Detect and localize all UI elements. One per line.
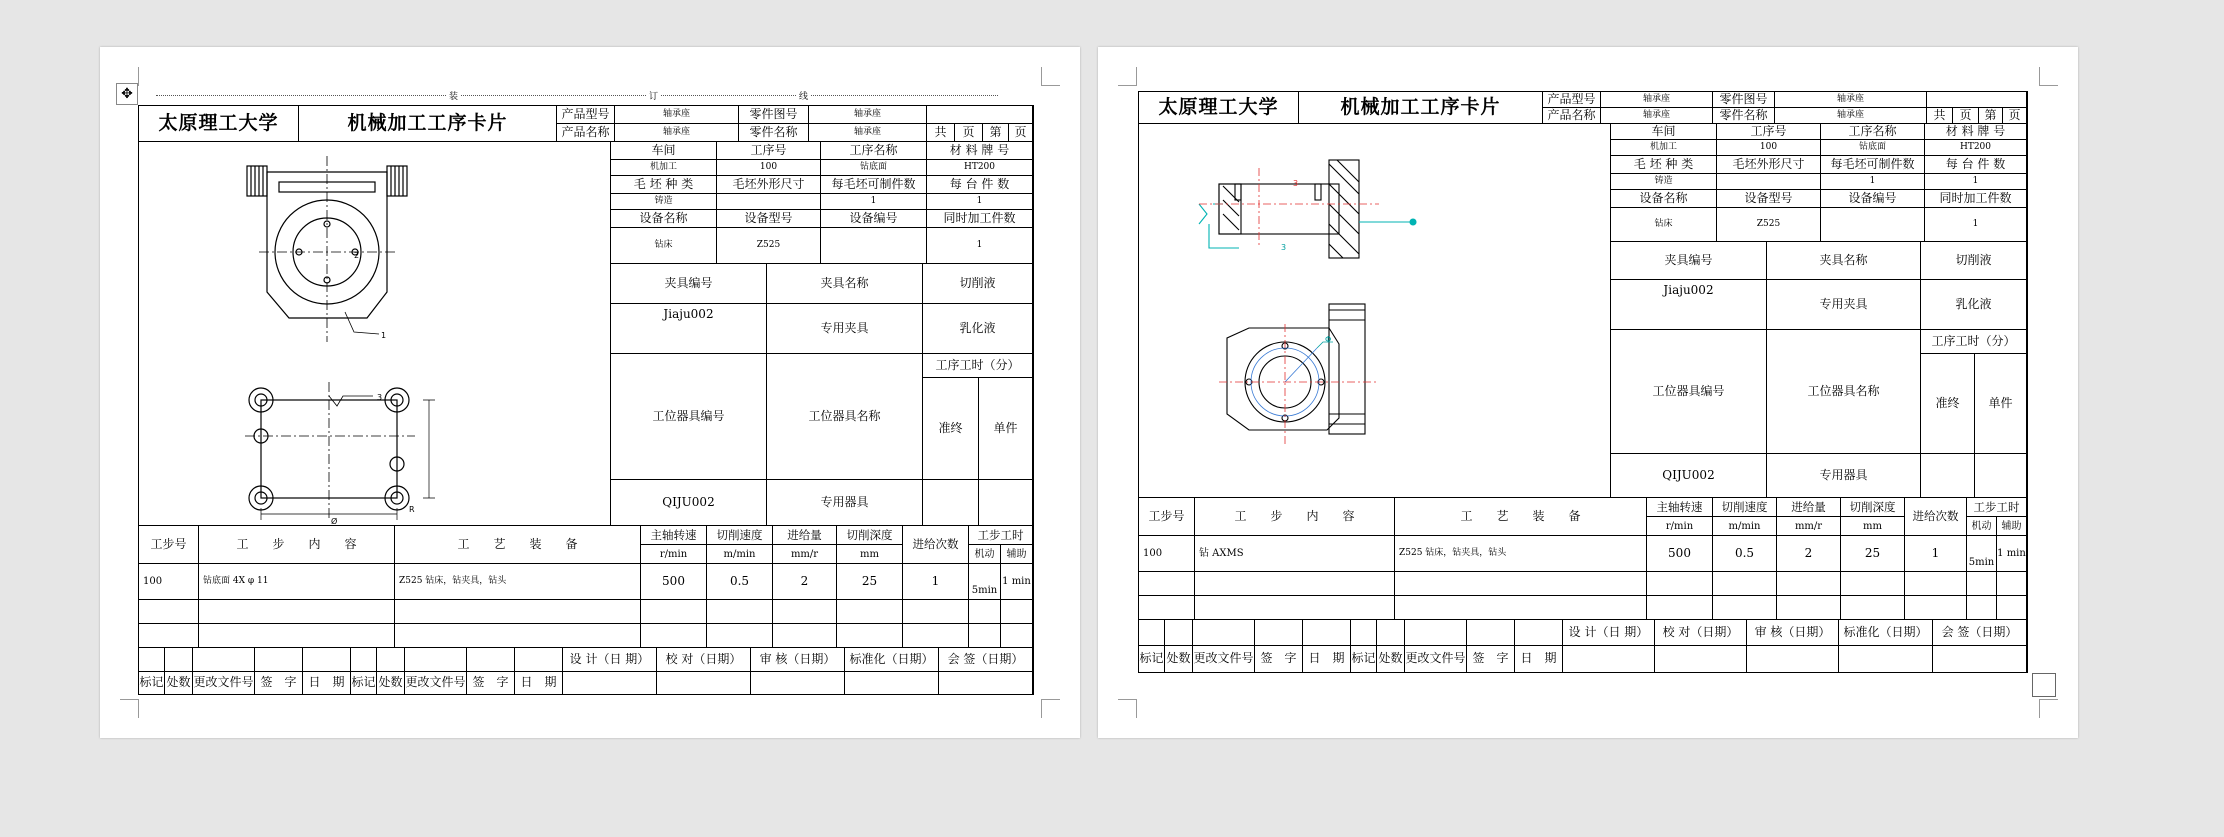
step-time-label: 工步工时 — [969, 526, 1033, 545]
product-model[interactable]: 轴承座 — [615, 106, 739, 124]
unit-label: 单件 — [979, 378, 1033, 480]
doc-label: 更改文件号 — [1193, 646, 1255, 672]
empty-cell[interactable] — [1139, 572, 1195, 596]
binding-char: 线 — [796, 89, 811, 102]
table-resize-handle[interactable] — [2032, 673, 2056, 697]
mark-label: 标记 — [1139, 646, 1165, 672]
card-title: 机械加工工序卡片 — [1299, 92, 1543, 124]
revision-cell[interactable] — [405, 648, 467, 672]
dimension-label: 3 — [377, 393, 383, 402]
empty-cell[interactable] — [139, 624, 199, 648]
part-no[interactable]: 轴承座 — [809, 106, 927, 124]
binding-char: 订 — [646, 89, 661, 102]
op-no-label: 工序号 — [717, 142, 821, 160]
empty-cell[interactable] — [1195, 596, 1395, 620]
cut-speed-unit: m/min — [707, 545, 773, 564]
depth-label: 切削深度 — [1841, 498, 1905, 517]
fixture-name[interactable]: 专用夹具 — [1767, 280, 1921, 330]
part-name[interactable]: 轴承座 — [1775, 108, 1927, 124]
margin-corner — [1041, 67, 1060, 86]
empty-cell[interactable] — [395, 600, 641, 624]
station-no[interactable]: QIJU002 — [611, 480, 767, 526]
op-no[interactable]: 100 — [717, 160, 821, 176]
count-label: 处数 — [165, 672, 193, 694]
cut-speed-unit: m/min — [1713, 517, 1777, 536]
empty-cell[interactable] — [837, 624, 903, 648]
check-date[interactable] — [1655, 646, 1747, 672]
dimension-label: 3 — [1281, 243, 1287, 252]
school-name: 太原理工大学 — [1139, 92, 1299, 124]
speed[interactable]: 500 — [641, 564, 707, 600]
passes[interactable]: 1 — [903, 564, 969, 600]
setup-time[interactable] — [1921, 454, 1975, 498]
step-no[interactable]: 100 — [1139, 536, 1195, 572]
aux-time[interactable]: 1 min — [1001, 564, 1033, 600]
empty-cell[interactable] — [641, 624, 707, 648]
signature-label: 签 字 — [1255, 646, 1303, 672]
empty-cell[interactable] — [1647, 572, 1713, 596]
page-count-cell — [1927, 92, 2027, 108]
concurrent[interactable]: 1 — [1925, 208, 2027, 242]
aux-time[interactable]: 1 min — [1997, 536, 2027, 572]
revision-cell[interactable] — [515, 648, 563, 672]
unit-time[interactable] — [1975, 454, 2027, 498]
op-name-label: 工序名称 — [1821, 124, 1925, 140]
empty-cell[interactable] — [1001, 600, 1033, 624]
product-model[interactable]: 轴承座 — [1601, 92, 1713, 108]
revision-cell[interactable] — [377, 648, 405, 672]
empty-cell[interactable] — [1139, 596, 1195, 620]
setup-time[interactable] — [923, 480, 979, 526]
material-label: 材 料 牌 号 — [927, 142, 1033, 160]
review-date[interactable] — [751, 672, 845, 694]
revision-cell[interactable] — [139, 648, 165, 672]
speed-label: 主轴转速 — [1647, 498, 1713, 517]
op-name-label: 工序名称 — [821, 142, 927, 160]
station-no-label: 工位器具编号 — [1611, 330, 1767, 454]
empty-cell[interactable] — [969, 600, 1001, 624]
step-content[interactable]: 钻 AXMS — [1195, 536, 1395, 572]
part-drawing — [139, 142, 611, 526]
blank-size[interactable] — [1717, 174, 1821, 190]
depth-unit: mm — [837, 545, 903, 564]
lug-right — [387, 166, 407, 196]
part-drawing-area — [1139, 124, 1611, 498]
design-label: 设 计（日 期） — [563, 648, 657, 672]
date-label: 日 期 — [1303, 646, 1351, 672]
empty-cell[interactable] — [773, 600, 837, 624]
dimension-label: 1 — [381, 331, 387, 340]
date-label: 日 期 — [303, 672, 351, 694]
station-name[interactable]: 专用器具 — [767, 480, 923, 526]
depth-label: 切削深度 — [837, 526, 903, 545]
aux-label: 辅助 — [1997, 517, 2027, 536]
part-name[interactable]: 轴承座 — [809, 124, 927, 142]
page-label: 页 — [955, 124, 983, 142]
margin-corner — [1118, 67, 1137, 86]
fixture-no[interactable]: Jiaju002 — [611, 304, 767, 354]
school-name: 太原理工大学 — [139, 106, 299, 142]
step-no[interactable]: 100 — [139, 564, 199, 600]
standard-label: 标准化（日期） — [1839, 620, 1933, 646]
sign-label: 会 签（日期） — [1933, 620, 2027, 646]
count-label: 处数 — [1165, 646, 1193, 672]
station-name-label: 工位器具名称 — [767, 354, 923, 480]
dimension-label: 2 — [354, 251, 360, 260]
blank-type-label: 毛 坯 种 类 — [611, 176, 717, 194]
part-drawing — [1139, 124, 1611, 498]
empty-cell[interactable] — [1395, 596, 1647, 620]
revision-cell[interactable] — [1303, 620, 1351, 646]
empty-cell[interactable] — [395, 624, 641, 648]
setup-label: 准终 — [923, 378, 979, 480]
review-label: 审 核（日期） — [751, 648, 845, 672]
check-date[interactable] — [657, 672, 751, 694]
revision-cell[interactable] — [1193, 620, 1255, 646]
step-no-label: 工步号 — [139, 526, 199, 564]
empty-cell[interactable] — [1777, 572, 1841, 596]
empty-cell[interactable] — [837, 600, 903, 624]
cut-speed-label: 切削速度 — [707, 526, 773, 545]
process-card-table — [1138, 91, 2028, 673]
equip-no-label: 设备编号 — [1821, 190, 1925, 208]
setup-label: 准终 — [1921, 354, 1975, 454]
op-no-label: 工序号 — [1717, 124, 1821, 140]
speed[interactable]: 500 — [1647, 536, 1713, 572]
empty-cell[interactable] — [1777, 596, 1841, 620]
binding-line — [156, 92, 998, 102]
unit-label: 单件 — [1975, 354, 2027, 454]
equip-model[interactable]: Z525 — [1717, 208, 1821, 242]
step-content-label: 工 步 内 容 — [199, 526, 395, 564]
equip-name-label: 设备名称 — [1611, 190, 1717, 208]
revision-cell[interactable] — [165, 648, 193, 672]
step-content-label: 工 步 内 容 — [1195, 498, 1395, 536]
signature-label: 签 字 — [467, 672, 515, 694]
signature-label: 签 字 — [255, 672, 303, 694]
revision-cell[interactable] — [1255, 620, 1303, 646]
depth-unit: mm — [1841, 517, 1905, 536]
standard-date[interactable] — [1839, 646, 1933, 672]
product-model-label: 产品型号 — [557, 106, 615, 124]
fixture-no-label: 夹具编号 — [611, 264, 767, 304]
feed-unit: mm/r — [1777, 517, 1841, 536]
dimension-label: R — [409, 505, 415, 514]
empty-cell[interactable] — [1195, 572, 1395, 596]
revision-cell[interactable] — [467, 648, 515, 672]
tooling-label: 工 艺 装 备 — [395, 526, 641, 564]
workshop-label: 车间 — [611, 142, 717, 160]
revision-cell[interactable] — [1165, 620, 1193, 646]
workshop[interactable]: 机加工 — [1611, 140, 1717, 156]
lug-left — [247, 166, 267, 196]
empty-cell[interactable] — [1713, 572, 1777, 596]
step-no-label: 工步号 — [1139, 498, 1195, 536]
machine-label: 机动 — [969, 545, 1001, 564]
product-name-label: 产品名称 — [1543, 108, 1601, 124]
cut-speed[interactable]: 0.5 — [1713, 536, 1777, 572]
empty-cell[interactable] — [773, 624, 837, 648]
tooling[interactable]: Z525 钻床，钻夹具，钻头 — [395, 564, 641, 600]
equip-name[interactable]: 钻床 — [611, 228, 717, 264]
margin-corner — [120, 699, 139, 718]
dimension-label: Φ — [1325, 335, 1332, 344]
depth[interactable]: 25 — [837, 564, 903, 600]
equip-model-label: 设备型号 — [717, 210, 821, 228]
feed-label: 进给量 — [1777, 498, 1841, 517]
empty-cell[interactable] — [641, 600, 707, 624]
equip-model-label: 设备型号 — [1717, 190, 1821, 208]
revision-cell[interactable] — [1351, 620, 1377, 646]
equip-name-label: 设备名称 — [611, 210, 717, 228]
dimension-label: 3 — [1293, 179, 1299, 188]
op-time-label: 工序工时（分） — [923, 354, 1033, 378]
cut-speed[interactable]: 0.5 — [707, 564, 773, 600]
empty-cell[interactable] — [1997, 572, 2027, 596]
station-no-label: 工位器具编号 — [611, 354, 767, 480]
speed-unit: r/min — [641, 545, 707, 564]
margin-corner — [2039, 699, 2058, 718]
design-date[interactable] — [563, 672, 657, 694]
margin-corner — [1118, 699, 1137, 718]
sign-label: 会 签（日期） — [939, 648, 1033, 672]
sign-date[interactable] — [1933, 646, 2027, 672]
empty-cell[interactable] — [903, 624, 969, 648]
sign-date[interactable] — [939, 672, 1033, 694]
equip-name[interactable]: 钻床 — [1611, 208, 1717, 242]
empty-cell[interactable] — [1001, 624, 1033, 648]
revision-cell[interactable] — [1467, 620, 1515, 646]
fixture-no-label: 夹具编号 — [1611, 242, 1767, 280]
empty-cell[interactable] — [199, 624, 395, 648]
blank-type-label: 毛 坯 种 类 — [1611, 156, 1717, 174]
concurrent[interactable]: 1 — [927, 228, 1033, 264]
aux-label: 辅助 — [1001, 545, 1033, 564]
page-label: 页 — [2003, 108, 2027, 124]
product-name[interactable]: 轴承座 — [1601, 108, 1713, 124]
part-no-label: 零件图号 — [739, 106, 809, 124]
check-label: 校 对（日期） — [1655, 620, 1747, 646]
blank-size[interactable] — [717, 194, 821, 210]
count-label: 处数 — [377, 672, 405, 694]
empty-cell[interactable] — [969, 624, 1001, 648]
part-drawing-area — [139, 142, 611, 526]
concurrent-label: 同时加工件数 — [927, 210, 1033, 228]
review-label: 审 核（日期） — [1747, 620, 1839, 646]
empty-cell[interactable] — [199, 600, 395, 624]
empty-cell[interactable] — [903, 600, 969, 624]
product-name[interactable]: 轴承座 — [615, 124, 739, 142]
fixture-name[interactable]: 专用夹具 — [767, 304, 923, 354]
per-unit[interactable]: 1 — [927, 194, 1033, 210]
doc-label: 更改文件号 — [405, 672, 467, 694]
empty-cell[interactable] — [1647, 596, 1713, 620]
total-label: 共 — [927, 124, 955, 142]
revision-cell[interactable] — [1515, 620, 1563, 646]
step-time-label: 工步工时 — [1967, 498, 2027, 517]
equip-model[interactable]: Z525 — [717, 228, 821, 264]
revision-cell[interactable] — [351, 648, 377, 672]
workshop[interactable]: 机加工 — [611, 160, 717, 176]
passes[interactable]: 1 — [1905, 536, 1967, 572]
mark-label: 标记 — [139, 672, 165, 694]
feed-label: 进给量 — [773, 526, 837, 545]
per-unit-label: 每 台 件 数 — [927, 176, 1033, 194]
revision-cell[interactable] — [1377, 620, 1405, 646]
no-label: 第 — [983, 124, 1009, 142]
feed-unit: mm/r — [773, 545, 837, 564]
signature-label: 签 字 — [1467, 646, 1515, 672]
material[interactable]: HT200 — [927, 160, 1033, 176]
station-name-label: 工位器具名称 — [1767, 330, 1921, 454]
table-move-handle-icon[interactable]: ✥ — [116, 83, 138, 105]
per-unit[interactable]: 1 — [1925, 174, 2027, 190]
product-name-label: 产品名称 — [557, 124, 615, 142]
coolant-label: 切削液 — [923, 264, 1033, 304]
no-label: 第 — [1979, 108, 2003, 124]
page-label: 页 — [1953, 108, 1979, 124]
machine-label: 机动 — [1967, 517, 1997, 536]
blank-size-label: 毛坯外形尺寸 — [717, 176, 821, 194]
design-label: 设 计（日 期） — [1563, 620, 1655, 646]
per-blank[interactable]: 1 — [1821, 174, 1925, 190]
material-label: 材 料 牌 号 — [1925, 124, 2027, 140]
empty-cell[interactable] — [1997, 596, 2027, 620]
tooling-label: 工 艺 装 备 — [1395, 498, 1647, 536]
per-blank[interactable]: 1 — [821, 194, 927, 210]
empty-cell[interactable] — [1967, 596, 1997, 620]
review-date[interactable] — [1747, 646, 1839, 672]
part-no[interactable]: 轴承座 — [1775, 92, 1927, 108]
revision-cell[interactable] — [303, 648, 351, 672]
revision-cell[interactable] — [193, 648, 255, 672]
empty-cell[interactable] — [707, 624, 773, 648]
feed[interactable]: 2 — [1777, 536, 1841, 572]
coolant[interactable]: 乳化液 — [923, 304, 1033, 354]
mark-label: 标记 — [351, 672, 377, 694]
blank-type[interactable]: 铸造 — [611, 194, 717, 210]
per-blank-label: 每毛坯可制件数 — [1821, 156, 1925, 174]
total-label: 共 — [1927, 108, 1953, 124]
count-label: 处数 — [1377, 646, 1405, 672]
material[interactable]: HT200 — [1925, 140, 2027, 156]
op-name[interactable]: 钻底面 — [821, 160, 927, 176]
part-name-label: 零件名称 — [1713, 108, 1775, 124]
standard-date[interactable] — [845, 672, 939, 694]
date-label: 日 期 — [515, 672, 563, 694]
empty-cell[interactable] — [1395, 572, 1647, 596]
product-model-label: 产品型号 — [1543, 92, 1601, 108]
cut-speed-label: 切削速度 — [1713, 498, 1777, 517]
step-content[interactable]: 钻底面 4X φ 11 — [199, 564, 395, 600]
empty-cell[interactable] — [1905, 596, 1967, 620]
blank-type[interactable]: 铸造 — [1611, 174, 1717, 190]
mark-label: 标记 — [1351, 646, 1377, 672]
empty-cell[interactable] — [139, 600, 199, 624]
check-label: 校 对（日期） — [657, 648, 751, 672]
per-unit-label: 每 台 件 数 — [1925, 156, 2027, 174]
equip-no[interactable] — [1821, 208, 1925, 242]
margin-corner — [2039, 67, 2058, 86]
unit-time[interactable] — [979, 480, 1033, 526]
page-count-cell — [927, 106, 1033, 124]
machine-time[interactable]: 5min — [969, 564, 1001, 600]
equip-no[interactable] — [821, 228, 927, 264]
card-title: 机械加工工序卡片 — [299, 106, 557, 142]
part-no-label: 零件图号 — [1713, 92, 1775, 108]
document-page-2 — [1098, 47, 2078, 738]
empty-cell[interactable] — [1841, 596, 1905, 620]
machine-time[interactable]: 5min — [1967, 536, 1997, 572]
passes-label: 进给次数 — [903, 526, 969, 564]
dimension-label: Ø — [331, 517, 338, 526]
document-page-1 — [100, 47, 1080, 738]
date-label: 日 期 — [1515, 646, 1563, 672]
empty-cell[interactable] — [1905, 572, 1967, 596]
blank-size-label: 毛坯外形尺寸 — [1717, 156, 1821, 174]
station-name[interactable]: 专用器具 — [1767, 454, 1921, 498]
empty-cell[interactable] — [707, 600, 773, 624]
empty-cell[interactable] — [1841, 572, 1905, 596]
equip-no-label: 设备编号 — [821, 210, 927, 228]
margin-corner — [1041, 699, 1060, 718]
empty-cell[interactable] — [1967, 572, 1997, 596]
standard-label: 标准化（日期） — [845, 648, 939, 672]
revision-cell[interactable] — [1139, 620, 1165, 646]
part-name-label: 零件名称 — [739, 124, 809, 142]
fixture-name-label: 夹具名称 — [767, 264, 923, 304]
op-name[interactable]: 钻底面 — [1821, 140, 1925, 156]
station-no[interactable]: QIJU002 — [1611, 454, 1767, 498]
process-card-table — [138, 105, 1034, 695]
doc-label: 更改文件号 — [193, 672, 255, 694]
fixture-name-label: 夹具名称 — [1767, 242, 1921, 280]
doc-label: 更改文件号 — [1405, 646, 1467, 672]
speed-label: 主轴转速 — [641, 526, 707, 545]
coolant-label: 切削液 — [1921, 242, 2027, 280]
per-blank-label: 每毛坯可制件数 — [821, 176, 927, 194]
passes-label: 进给次数 — [1905, 498, 1967, 536]
page-label: 页 — [1009, 124, 1033, 142]
empty-cell[interactable] — [1713, 596, 1777, 620]
workshop-label: 车间 — [1611, 124, 1717, 140]
op-no[interactable]: 100 — [1717, 140, 1821, 156]
binding-char: 装 — [446, 89, 461, 102]
revision-cell[interactable] — [1405, 620, 1467, 646]
feed[interactable]: 2 — [773, 564, 837, 600]
speed-unit: r/min — [1647, 517, 1713, 536]
op-time-label: 工序工时（分） — [1921, 330, 2027, 354]
tooling[interactable]: Z525 钻床，钻夹具，钻头 — [1395, 536, 1647, 572]
revision-cell[interactable] — [255, 648, 303, 672]
design-date[interactable] — [1563, 646, 1655, 672]
coolant[interactable]: 乳化液 — [1921, 280, 2027, 330]
fixture-no[interactable]: Jiaju002 — [1611, 280, 1767, 330]
concurrent-label: 同时加工件数 — [1925, 190, 2027, 208]
depth[interactable]: 25 — [1841, 536, 1905, 572]
